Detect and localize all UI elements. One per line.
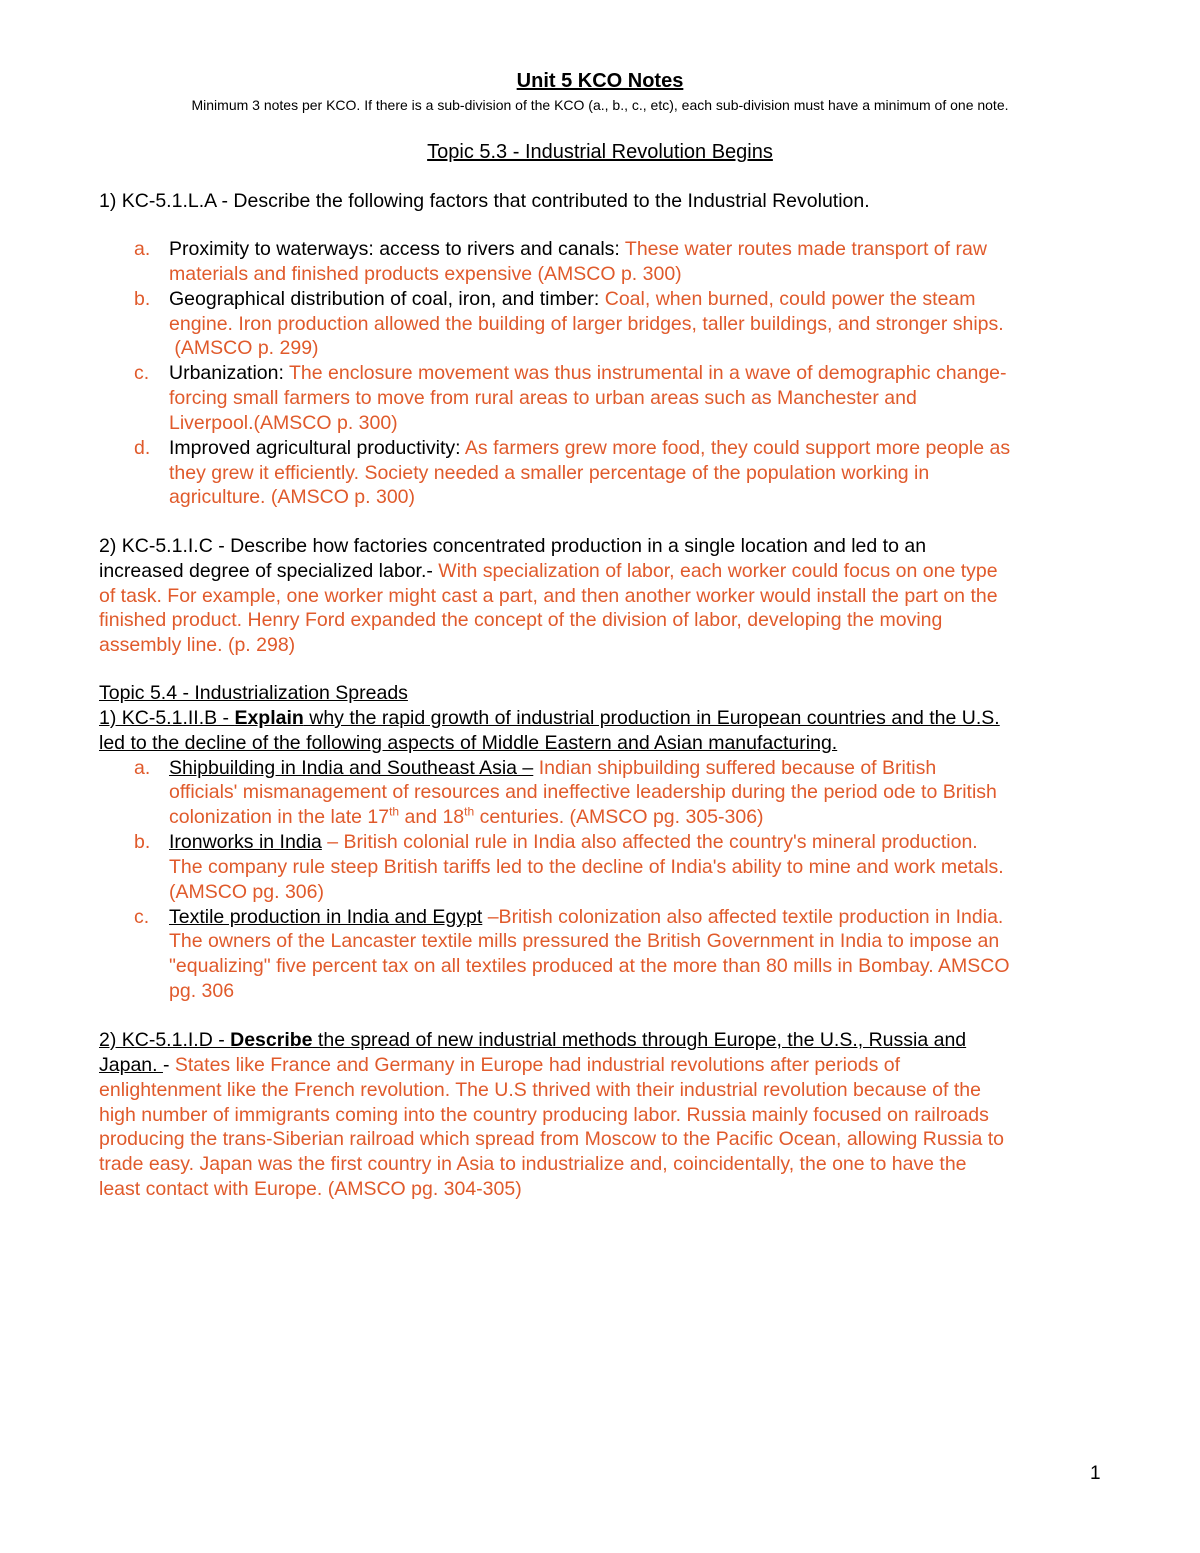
item-note: Coal, when burned, could power the steam xyxy=(604,288,976,310)
note-text: States like France and Germany in Europe had industrial revolutions after periods of xyxy=(169,1054,901,1076)
list-marker: c. xyxy=(134,906,150,928)
note-text: centuries. (AMSCO pg. 305-306) xyxy=(474,806,764,828)
note-line: producing the trans-Siberian railroad which spread from Moscow to the Pacific Ocean, allowing Russia to xyxy=(99,1128,1005,1150)
note-line: high number of immigrants coming into the country producing labor. Russia mainly focused on railroads xyxy=(99,1104,989,1126)
prompt-text: Japan. xyxy=(99,1054,163,1076)
list-marker: a. xyxy=(134,238,151,260)
page-title: Unit 5 KCO Notes xyxy=(516,70,684,92)
instructions: Minimum 3 notes per KCO. If there is a sub-division of the KCO (a., b., c., etc), each sub-division must have a minimum of one note. xyxy=(191,97,1009,113)
note-line: assembly line. (p. 298) xyxy=(99,634,296,656)
note-line: least contact with Europe. (AMSCO pg. 304-305) xyxy=(99,1178,522,1200)
topic-5-3-heading: Topic 5.3 - Industrial Revolution Begins xyxy=(427,141,773,163)
prompt-rest: why the rapid growth of industrial production in European countries and the U.S. xyxy=(303,707,1000,729)
item-label: Textile production in India and Egypt xyxy=(169,906,483,928)
item-note-line: forcing small farmers to move from rural areas to urban areas such as Manchester and xyxy=(169,387,917,409)
note-item-shipbuilding xyxy=(169,756,936,781)
item-note-line: pg. 306 xyxy=(169,980,235,1002)
item-note-line: materials and finished products expensive (AMSCO p. 300) xyxy=(169,263,682,285)
list-marker: b. xyxy=(134,831,151,853)
note-line: trade easy. Japan was the first country in Asia to industrialize and, coincidentally, the one to have the xyxy=(99,1153,967,1175)
list-marker: c. xyxy=(134,362,150,384)
note-line: finished product. Henry Ford expanded the concept of the division of labor, developing the moving xyxy=(99,609,943,631)
item-note: Indian shipbuilding suffered because of British xyxy=(533,757,937,779)
note-item-urbanization xyxy=(169,361,1007,386)
item-note-line: agriculture. (AMSCO p. 300) xyxy=(169,486,416,508)
kco-5-1-la-prompt: 1) KC-5.1.L.A - Describe the following factors that contributed to the Industrial Revolution. xyxy=(99,190,870,212)
item-note-line: (AMSCO p. 299) xyxy=(169,337,319,359)
kco-5-1-id-prompt xyxy=(99,1028,966,1053)
prompt-prefix: 1) KC-5.1.II.B - xyxy=(99,707,235,729)
item-label: Urbanization: xyxy=(169,362,284,384)
prompt-verb: Explain xyxy=(234,707,304,729)
item-note-line: they grew it efficiently. Society needed a smaller percentage of the population working in xyxy=(169,462,930,484)
item-note-line: "equalizing" five percent tax on all textiles produced at the more than 80 mills in Bombay. AMSCO xyxy=(169,955,1010,977)
item-note: As farmers grew more food, they could support more people as xyxy=(464,437,1011,459)
note-line: enlightenment like the French revolution. The U.S thrived with their industrial revolution because of the xyxy=(99,1079,981,1101)
kco-5-1-iib-prompt xyxy=(99,706,1000,731)
note-item-waterways xyxy=(169,237,987,262)
prompt-text: increased degree of specialized labor.- xyxy=(99,560,433,582)
note-text: With specialization of labor, each worker could focus on one type xyxy=(432,560,998,582)
dash: - xyxy=(162,1054,170,1076)
item-label: Geographical distribution of coal, iron, and timber: xyxy=(169,288,600,310)
item-note-line: The owners of the Lancaster textile mills pressured the British Government in India to impose an xyxy=(169,930,1000,952)
item-label: Ironworks in India xyxy=(169,831,322,853)
note-item-ironworks xyxy=(169,830,978,855)
note-item-agriculture xyxy=(169,436,1010,461)
prompt-rest: the spread of new industrial methods through Europe, the U.S., Russia and xyxy=(312,1029,967,1051)
item-label: Proximity to waterways: access to rivers and canals: xyxy=(169,238,620,260)
note-text: and 18 xyxy=(399,806,465,828)
item-note-line: Liverpool.(AMSCO p. 300) xyxy=(169,412,398,434)
item-note-line: (AMSCO pg. 306) xyxy=(169,881,324,903)
note-item-resources xyxy=(169,287,975,312)
prompt-verb: Describe xyxy=(230,1029,313,1051)
note-line: of task. For example, one worker might cast a part, and then another worker would install the part on the xyxy=(99,585,998,607)
item-note: – British colonial rule in India also affected the country's mineral production. xyxy=(321,831,978,853)
item-note: The enclosure movement was thus instrumental in a wave of demographic change- xyxy=(288,362,1007,384)
item-label: Improved agricultural productivity: xyxy=(169,437,461,459)
kco-5-1-id-line2 xyxy=(99,1053,900,1078)
note-item-textiles xyxy=(169,905,1003,930)
page-number: 1 xyxy=(1090,1463,1101,1484)
list-marker: d. xyxy=(134,437,151,459)
list-marker: a. xyxy=(134,757,151,779)
topic-5-4-heading: Topic 5.4 - Industrialization Spreads xyxy=(99,682,408,704)
item-note-line: The company rule steep British tariffs led to the decline of India's ability to mine and work metals. xyxy=(169,856,1004,878)
superscript: th xyxy=(464,804,475,819)
item-note: –British colonization also affected textile production in India. xyxy=(482,906,1004,928)
item-label: Shipbuilding in India and Southeast Asia – xyxy=(169,757,534,779)
item-note-line xyxy=(169,805,764,830)
superscript: th xyxy=(389,804,400,819)
kco-5-1-ic-prompt: 2) KC-5.1.I.C - Describe how factories concentrated production in a single location and led to an xyxy=(99,535,927,557)
note-text: colonization in the late 17 xyxy=(169,806,390,828)
item-note: These water routes made transport of raw xyxy=(624,238,987,260)
prompt-prefix: 2) KC-5.1.I.D - xyxy=(99,1029,231,1051)
item-note-line: officials' mismanagement of resources and ineffective leadership during the period ode to British xyxy=(169,781,997,803)
kco-5-1-ic-line2 xyxy=(99,559,998,584)
item-note-line: engine. Iron production allowed the building of larger bridges, taller buildings, and stronger ships. xyxy=(169,313,1004,335)
kco-5-1-iib-line2: led to the decline of the following aspects of Middle Eastern and Asian manufacturing. xyxy=(99,732,838,754)
list-marker: b. xyxy=(134,288,151,310)
